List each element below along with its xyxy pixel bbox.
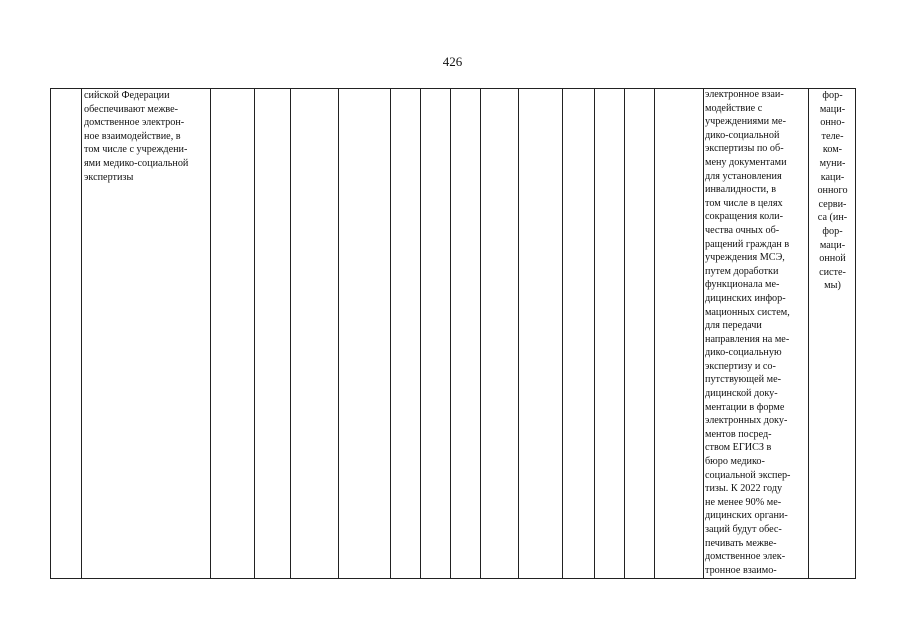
description-cell [705,88,811,620]
system-type-text-cell: фор- маци- онно- теле- ком- муни- каци- онного серви- са (ин- фор- маци- онной систе- мы) [817,90,848,292]
column-divider [210,89,211,578]
column-divider [420,89,421,578]
column-divider [338,89,339,578]
column-divider [562,89,563,578]
column-divider [518,89,519,578]
column-divider [50,89,51,578]
description-text: электронное взаи- модействие с учреждениями ме- дико-социальной экспертизы по об- мену документами для установления инвалидности, в том числе в целях сокращения коли- чества очных об- ращений граждан в учреждения МСЭ, путем доработки функционала ме- дицинских инфор- мационных систем, для передачи направления на ме- дико-социальную экспертизу и со- путствующей ме- дицинской доку- ментации в форме электронных доку- ментов посред- ством ЕГИСЗ в бюро медико- социальной экспер- тизы. К 2022 году не менее 90% ме- дицинских органи- заций будут обес- печивать межве- домственное элек- тронное взаимо- [705,89,791,576]
column-divider [254,89,255,578]
page-number: 426 [442,54,463,69]
column-divider [390,89,391,578]
column-divider [450,89,451,578]
column-divider [480,89,481,578]
column-divider [81,89,82,578]
column-divider [290,89,291,578]
responsibility-text-cell: сийской Федерации обеспечивают межве- домственное электрон- ное взаимодействие, в том числе с учреждени- ями медико-социальной экспертизы [84,90,189,183]
column-divider [594,89,595,578]
column-divider [624,89,625,578]
column-divider [703,89,704,578]
column-divider [654,89,655,578]
